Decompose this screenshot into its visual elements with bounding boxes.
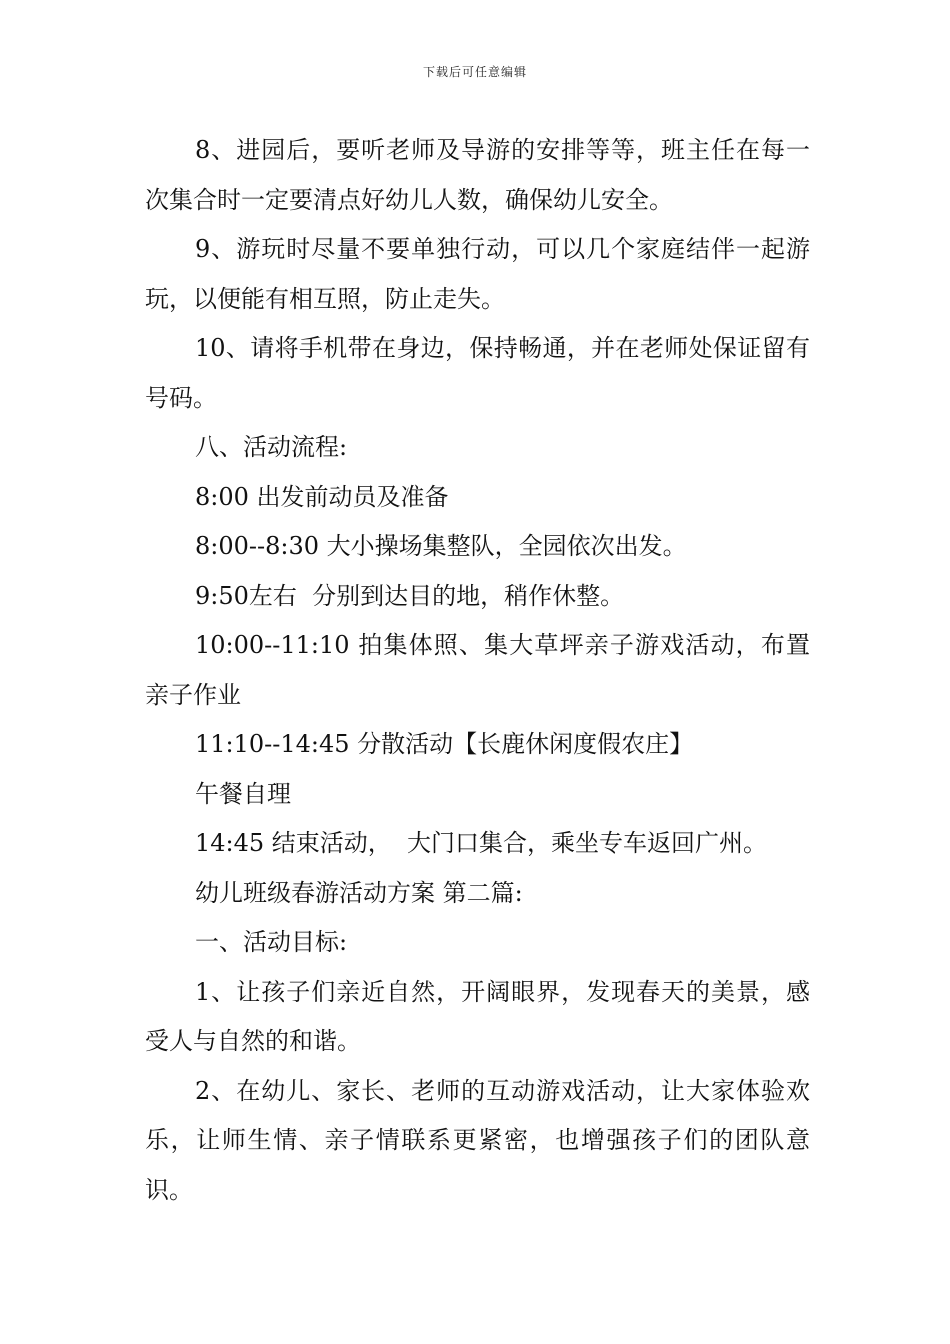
page-header-note: 下载后可任意编辑 (422, 65, 527, 79)
paragraph-item-9: 9、游玩时尽量不要单独行动，可以几个家庭结伴一起游玩，以便能有相互照，防止走失。 (145, 235, 810, 313)
goal-item-1: 1、让孩子们亲近自然，开阔眼界，发现春天的美景，感受人与自然的和谐。 (145, 977, 810, 1055)
schedule-item: 8:00--8:30 大小操场集整队，全园依次出发。 (195, 532, 687, 560)
goal-item-2: 2、在幼儿、家长、老师的互动游戏活动，让大家体验欢乐，让师生情、亲子情联系更紧密，也增强孩子们的团队意识。 (145, 1076, 810, 1204)
paragraph-item-10: 10、请将手机带在身边，保持畅通，并在老师处保证留有号码。 (145, 334, 810, 412)
paragraph-item-8: 8、进园后，要听老师及导游的安排等等，班主任在每一次集合时一定要清点好幼儿人数，确保幼儿安全。 (145, 136, 810, 214)
schedule-item: 10:00--11:10 拍集体照、集大草坪亲子游戏活动，布置亲子作业 (145, 631, 810, 709)
schedule-item: 9:50左右 分别到达目的地，稍作休整。 (195, 581, 625, 610)
section-title-part-two: 幼儿班级春游活动方案 第二篇: (195, 878, 523, 907)
section-heading-goals: 一、活动目标: (195, 928, 348, 956)
schedule-item: 午餐自理 (195, 779, 291, 808)
schedule-item: 8:00 出发前动员及准备 (195, 482, 449, 511)
document-body (145, 126, 810, 1215)
section-heading-activity-flow: 八、活动流程: (195, 433, 348, 461)
schedule-item: 11:10--14:45 分散活动【长鹿休闲度假农庄】 (195, 730, 694, 758)
schedule-item: 14:45 结束活动， 大门口集合，乘坐专车返回广州。 (195, 829, 768, 857)
